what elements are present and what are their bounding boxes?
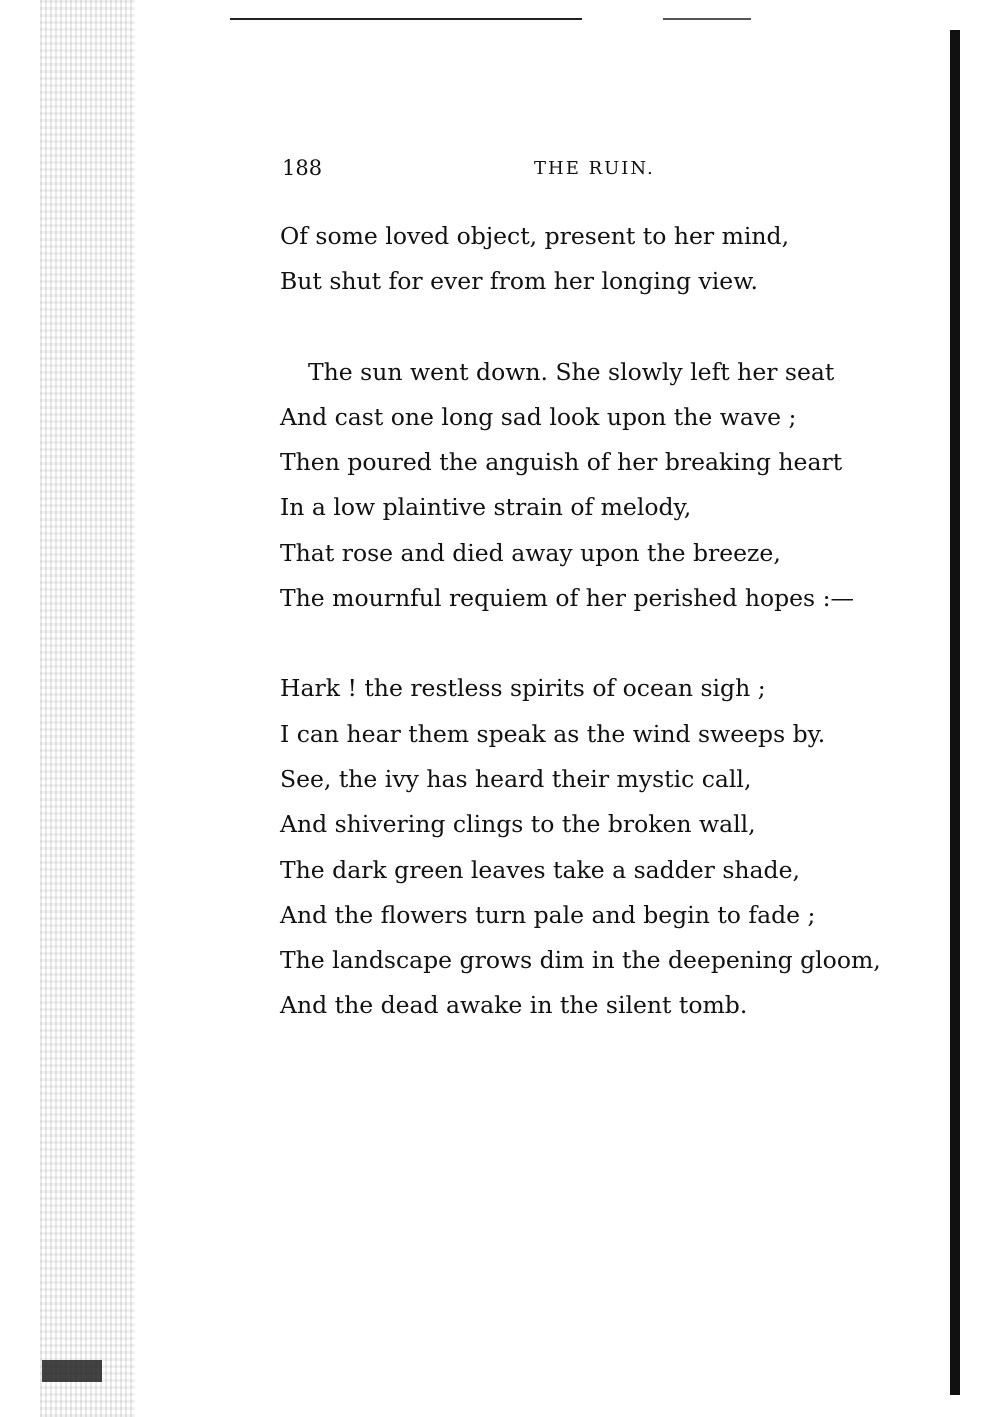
- poem-line: But shut for ever from her longing view.: [280, 267, 758, 296]
- page-number: 188: [282, 156, 323, 180]
- poem-line: Then poured the anguish of her breaking heart: [280, 448, 843, 477]
- stanza-1: [280, 214, 900, 305]
- poem-line: And the flowers turn pale and begin to fade ;: [280, 900, 816, 929]
- poem-line: I can hear them speak as the wind sweeps by.: [280, 719, 826, 748]
- poem-line: The mournful requiem of her perished hopes :—: [280, 584, 854, 613]
- scan-binding-edge-right: [950, 30, 960, 1395]
- poem-line: See, the ivy has heard their mystic call,: [280, 764, 752, 793]
- poem-line: And the dead awake in the silent tomb.: [280, 991, 748, 1020]
- top-rule-fragment: [663, 18, 751, 20]
- running-title: THE RUIN.: [534, 158, 655, 179]
- scan-gutter-left: [40, 0, 135, 1417]
- poem-line: And shivering clings to the broken wall,: [280, 810, 756, 839]
- poem-body: [280, 214, 900, 1074]
- poem-line: The landscape grows dim in the deepening gloom,: [280, 946, 881, 975]
- poem-line: And cast one long sad look upon the wave ;: [280, 402, 797, 431]
- poem-line: The dark green leaves take a sadder shade,: [280, 855, 800, 884]
- page-header: [282, 156, 862, 186]
- stanza-2: [280, 350, 900, 622]
- scan-corner-mark: [42, 1360, 102, 1382]
- poem-line: Of some loved object, present to her mind,: [280, 222, 790, 250]
- poem-line: The sun went down. She slowly left her seat: [308, 357, 835, 386]
- poem-line: That rose and died away upon the breeze,: [280, 538, 781, 567]
- top-rule: [230, 18, 582, 20]
- poem-line: In a low plaintive strain of melody,: [280, 493, 692, 522]
- stanza-3: [280, 666, 900, 1028]
- poem-line: Hark ! the restless spirits of ocean sigh ;: [280, 674, 766, 703]
